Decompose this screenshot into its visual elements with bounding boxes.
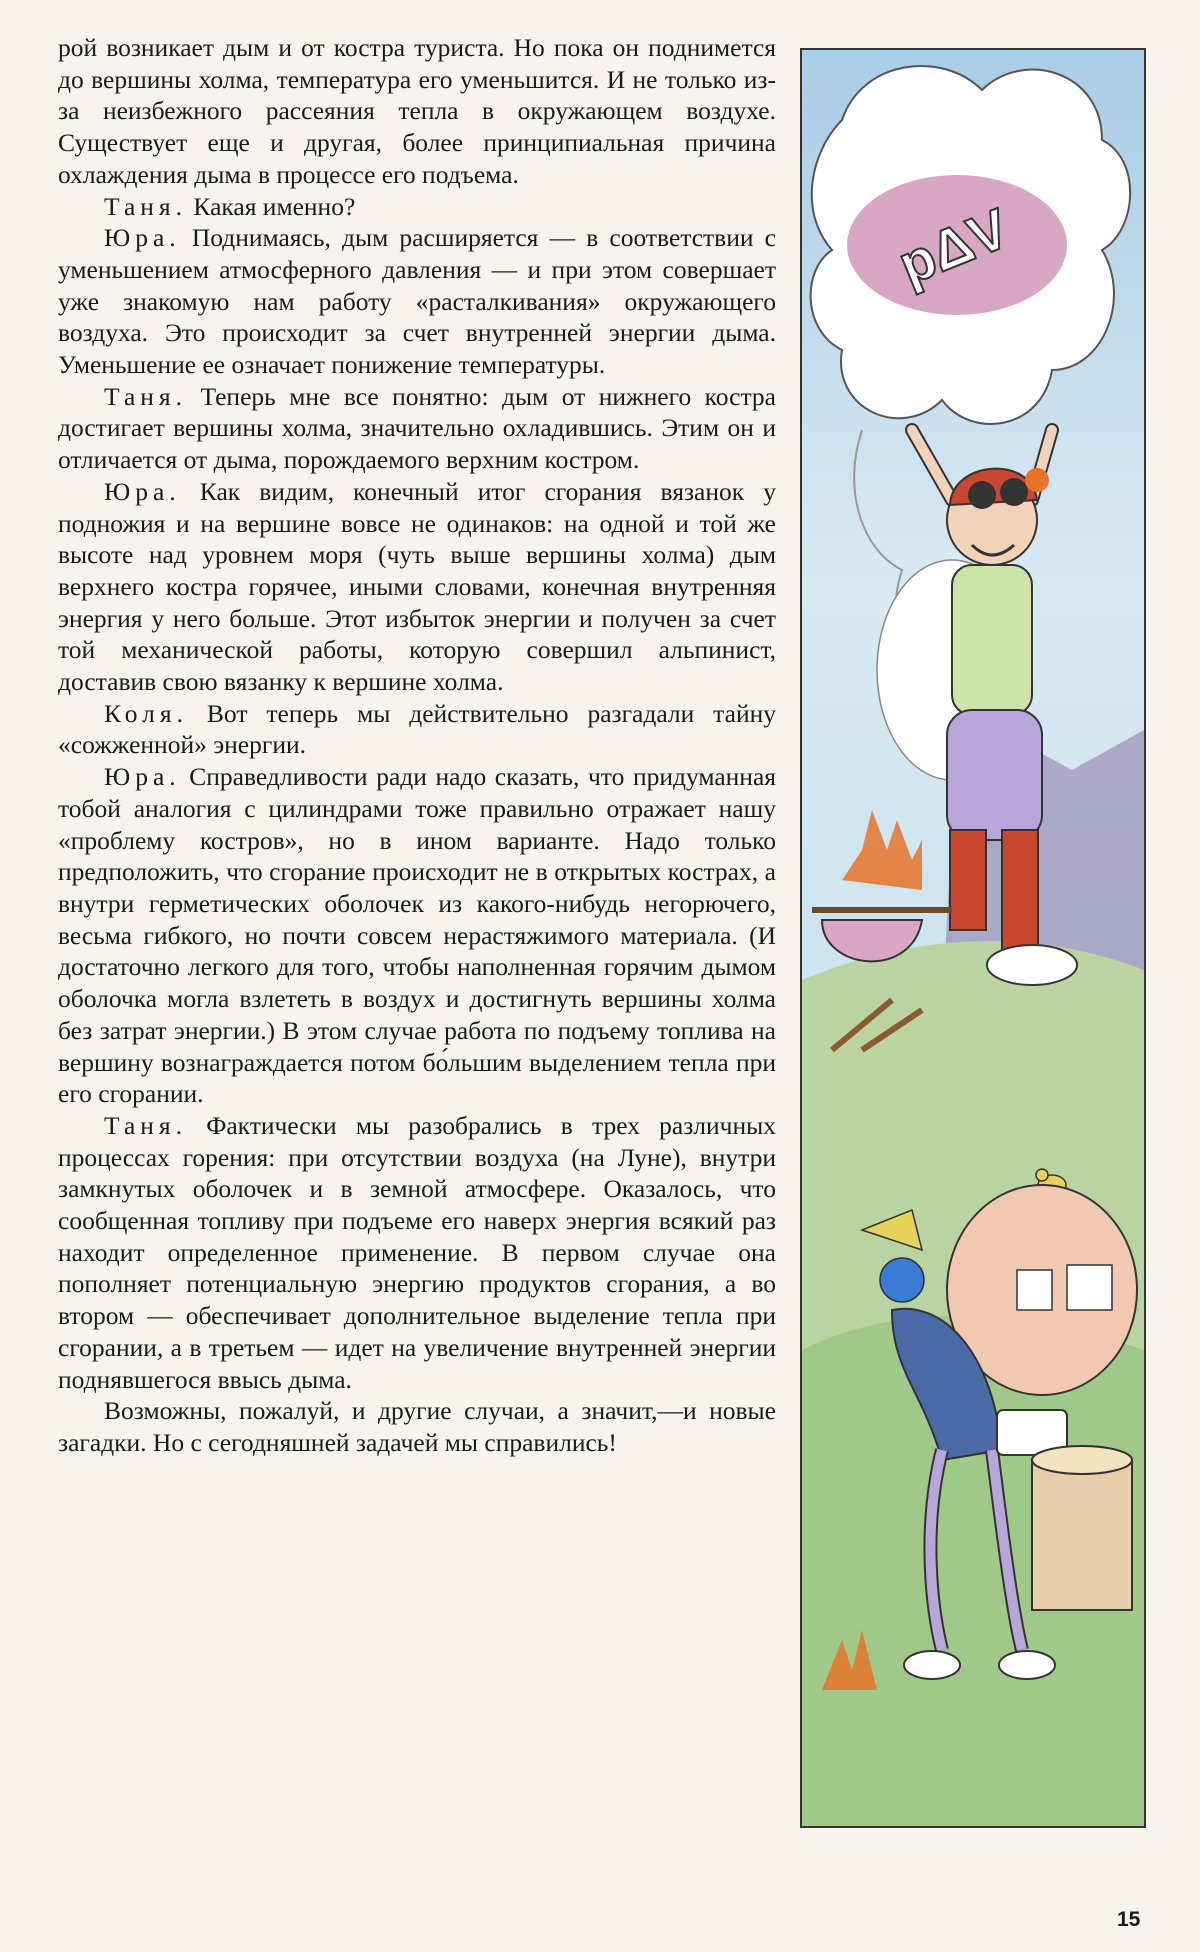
paragraph-text: Вот теперь мы действительно разгадали тайну «сожженной» энергии.: [58, 698, 776, 760]
speaker-name: Таня.: [104, 381, 188, 411]
paragraph-text: Справедливости ради надо сказать, что придуманная тобой аналогия с цилиндрами тоже правильно отражает нашу «проблему костров», но в ином варианте. Надо только предположить, что сгорание происходит не в открытых кострах, а внутри герметических оболочек из какого-нибудь негорючего, весьма гибкого, но почти совсем нерастяжимого материала. (И достаточно легкого для того, чтобы наполненная горячим дымом оболочка могла взлететь в воздух и достигнуть вершины холма без затрат энергии.) В этом случае работа по подъему топлива на вершину вознаграждается потом бо́льшим выделением тепла при его сгорании.: [58, 762, 776, 1109]
paragraph-2: [58, 191, 776, 223]
paragraph-4: [58, 381, 776, 476]
paragraph-text: Теперь мне все понятно: дым от нижнего костра достигает вершины холма, значительно охладившись. Этим он и отличается от дыма, порождаемого верхним костром.: [58, 381, 776, 475]
speaker-name: Таня.: [104, 1110, 188, 1140]
paragraph-9: Возможны, пожалуй, и другие случаи, а значит,—и новые загадки. Но с сегодняшней задачей мы справились!: [58, 1396, 776, 1457]
paragraph-6: [58, 698, 776, 761]
cartoon-illustration: [800, 48, 1146, 1828]
paragraph-1: рой возникает дым и от костра туриста. Но пока он поднимется до вершины холма, температура его уменьшится. И не только из-за неизбежного рассеяния тепла в окружающем воздухе. Существует еще и другая, более принципиальная причина охлаждения дыма в процессе его подъема.: [58, 33, 776, 189]
paragraph-text: Поднимаясь, дым расширяется — в соответствии с уменьшением атмосферного давления — и при этом совершает уже знакомую нам работу «расталкивания» окружающего воздуха. Это происходит за счет внутренней энергии дыма. Уменьшение ее означает понижение температуры.: [58, 223, 777, 380]
paragraph-text: Какая именно?: [193, 191, 356, 221]
paragraph-3: [58, 222, 776, 381]
paragraph-5: [58, 476, 776, 698]
paragraph-text: Фактически мы разобрались в трех различных процессах горения: при отсутствии воздуха (на Луне), внутри замкнутых оболочек и в земной атмосфере. Оказалось, что сообщенная топливу при подъеме его наверх энергия всякий раз находит определенное применение. В первом случае она пополняет потенциальную энергию продуктов сгорания, а во втором — обеспечивает дополнительное выделение тепла при сгорании, а в третьем — идет на увеличение внутренней энергии поднявшегося ввысь дыма.: [58, 1110, 776, 1394]
speaker-name: Таня.: [104, 191, 188, 221]
paragraph-7: [58, 761, 776, 1110]
paragraph-8: [58, 1110, 776, 1395]
speaker-name: Юра.: [104, 476, 181, 506]
speaker-name: Коля.: [104, 698, 188, 728]
speaker-name: Юра.: [104, 223, 181, 253]
article-text: [58, 32, 776, 1459]
paragraph-text: Как видим, конечный итог сгорания вязанок у подножия и на вершине вовсе не одинаков: на одной и той же высоте над уровнем моря (чуть выше вершины холма) дым верхнего костра горячее, иными словами, конечная внутренняя энергия у него больше. Этот избыток энергии и получен за счет той механической работы, которую совершил альпинист, доставив свою вязанку к вершине холма.: [58, 476, 776, 697]
speaker-name: Юра.: [104, 762, 181, 792]
page-number: 15: [1117, 1908, 1141, 1931]
cloud-label: pΔV: [889, 196, 1018, 297]
